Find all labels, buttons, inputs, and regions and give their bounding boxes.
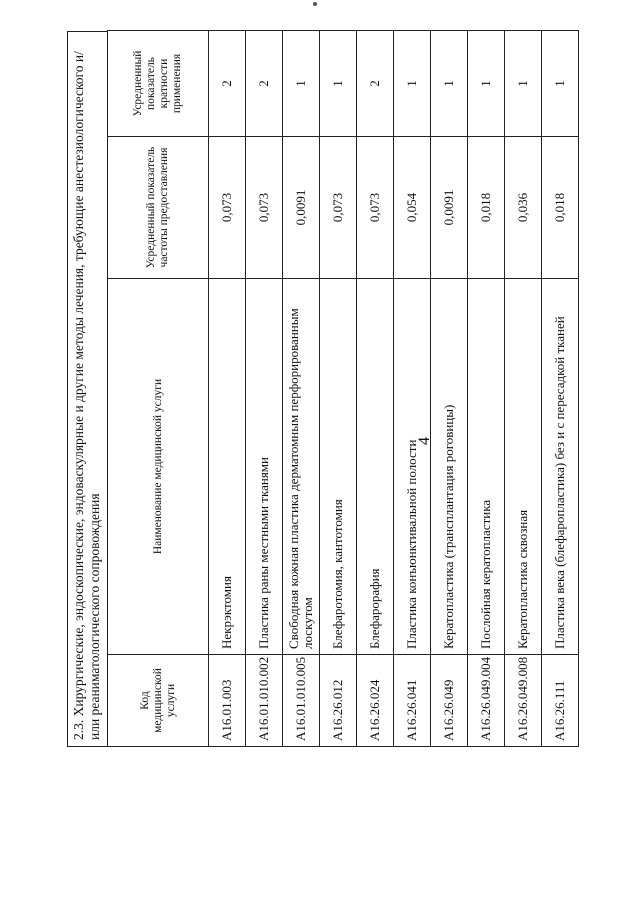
header-frequency: Усредненный показатель частоты предоставления bbox=[108, 137, 209, 279]
service-multiplicity: 1 bbox=[394, 31, 431, 137]
header-code: Код медицинской услуги bbox=[108, 655, 209, 747]
service-frequency: 0,018 bbox=[542, 137, 579, 279]
service-frequency: 0,018 bbox=[468, 137, 505, 279]
service-frequency: 0,054 bbox=[394, 137, 431, 279]
service-name: Пластика раны местными тканями bbox=[246, 279, 283, 655]
rotated-document-content bbox=[67, 31, 567, 747]
service-code: A16.01.010.005 bbox=[283, 655, 320, 747]
service-multiplicity: 1 bbox=[320, 31, 357, 137]
service-code: A16.01.003 bbox=[209, 655, 246, 747]
service-code: A16.26.012 bbox=[320, 655, 357, 747]
service-code: A16.26.049 bbox=[431, 655, 468, 747]
service-name: Послойная кератопластика bbox=[468, 279, 505, 655]
table-row bbox=[468, 31, 505, 747]
service-name: Свободная кожная пластика дерматомным перфорированным лоскутом bbox=[283, 279, 320, 655]
scan-speck bbox=[313, 2, 317, 6]
service-multiplicity: 1 bbox=[542, 31, 579, 137]
table-row bbox=[320, 31, 357, 747]
service-frequency: 0,036 bbox=[505, 137, 542, 279]
service-frequency: 0,073 bbox=[246, 137, 283, 279]
service-name: Кератопластика сквозная bbox=[505, 279, 542, 655]
service-code: A16.26.111 bbox=[542, 655, 579, 747]
services-table bbox=[107, 30, 579, 747]
header-name: Наименование медицинской услуги bbox=[108, 279, 209, 655]
table-row bbox=[542, 31, 579, 747]
service-frequency: 0,073 bbox=[209, 137, 246, 279]
table-row bbox=[431, 31, 468, 747]
table-row bbox=[246, 31, 283, 747]
table-row bbox=[357, 31, 394, 747]
service-frequency: 0,073 bbox=[357, 137, 394, 279]
table-row bbox=[505, 31, 542, 747]
service-name: Блефарорафия bbox=[357, 279, 394, 655]
service-multiplicity: 1 bbox=[505, 31, 542, 137]
page-number: 4 bbox=[416, 437, 433, 445]
service-multiplicity: 1 bbox=[283, 31, 320, 137]
service-name: Пластика века (блефаропластика) без и с пересадкой тканей bbox=[542, 279, 579, 655]
service-frequency: 0,0091 bbox=[431, 137, 468, 279]
service-name: Пластика конъюнктивальной полости bbox=[394, 279, 431, 655]
table-row bbox=[394, 31, 431, 747]
table-row bbox=[283, 31, 320, 747]
service-code: A16.26.049.008 bbox=[505, 655, 542, 747]
service-frequency: 0,0091 bbox=[283, 137, 320, 279]
service-multiplicity: 2 bbox=[246, 31, 283, 137]
table-header-row bbox=[108, 31, 209, 747]
service-code: A16.26.049.004 bbox=[468, 655, 505, 747]
service-multiplicity: 1 bbox=[431, 31, 468, 137]
service-multiplicity: 2 bbox=[357, 31, 394, 137]
service-name: Кератопластика (трансплантация роговицы) bbox=[431, 279, 468, 655]
service-name: Некрэктомия bbox=[209, 279, 246, 655]
service-code: A16.01.010.002 bbox=[246, 655, 283, 747]
service-code: A16.26.024 bbox=[357, 655, 394, 747]
service-multiplicity: 2 bbox=[209, 31, 246, 137]
service-name: Блефаротомия, кантотомия bbox=[320, 279, 357, 655]
table-row bbox=[209, 31, 246, 747]
service-frequency: 0,073 bbox=[320, 137, 357, 279]
section-title: 2.3. Хирургические, эндоскопические, эндоваскулярные и другие методы лечения, требующие анестезиологического и/или реаниматологического сопровождения bbox=[67, 31, 107, 747]
service-code: A16.26.041 bbox=[394, 655, 431, 747]
header-multiplicity: Усредненный показатель кратности применения bbox=[108, 31, 209, 137]
service-multiplicity: 1 bbox=[468, 31, 505, 137]
